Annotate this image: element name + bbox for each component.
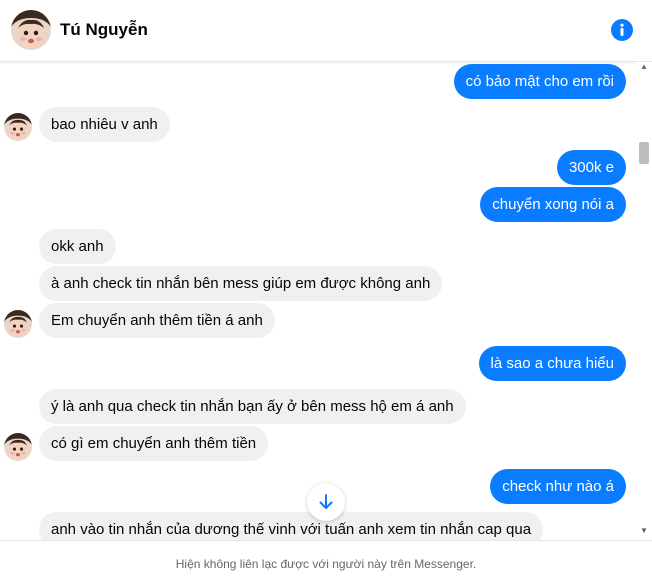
chat-footer [0,540,652,583]
message-thread [0,62,636,540]
incoming-message[interactable]: ý là anh qua check tin nhắn bạn ấy ở bên mess hộ em á anh [39,389,466,424]
incoming-message[interactable]: có gì em chuyển anh thêm tiền [39,426,268,461]
outgoing-message[interactable]: là sao a chưa hiểu [479,346,626,381]
incoming-message[interactable]: Em chuyển anh thêm tiền á anh [39,303,275,338]
scroll-up-arrow-icon[interactable]: ▲ [640,62,648,71]
arrow-down-icon [316,492,336,512]
outgoing-message[interactable]: chuyển xong nói a [480,187,626,222]
contact-avatar-small [4,433,32,461]
incoming-message[interactable]: anh vào tin nhắn của dương thế vinh với tuấn anh xem tin nhắn cap qua [39,512,543,540]
contact-avatar-small [4,310,32,338]
incoming-message[interactable]: bao nhiêu v anh [39,107,170,142]
chat-header [0,0,652,62]
contact-avatar[interactable] [11,10,51,50]
incoming-message[interactable]: à anh check tin nhắn bên mess giúp em được không anh [39,266,442,301]
incoming-message[interactable]: okk anh [39,229,116,264]
scroll-to-bottom-button[interactable] [307,483,345,521]
contact-name[interactable]: Tú Nguyễn [60,20,148,39]
outgoing-message[interactable]: check như nào á [490,469,626,504]
outgoing-message[interactable]: có bảo mật cho em rồi [454,64,626,99]
scrollbar-thumb[interactable] [639,142,649,164]
info-icon[interactable] [611,19,633,41]
scroll-down-arrow-icon[interactable]: ▼ [640,526,648,535]
unavailable-notice: Hiện không liên lạc được với người này trên Messenger. [175,557,477,571]
scrollbar[interactable] [636,62,652,540]
contact-avatar-small [4,113,32,141]
outgoing-message[interactable]: 300k e [557,150,626,185]
